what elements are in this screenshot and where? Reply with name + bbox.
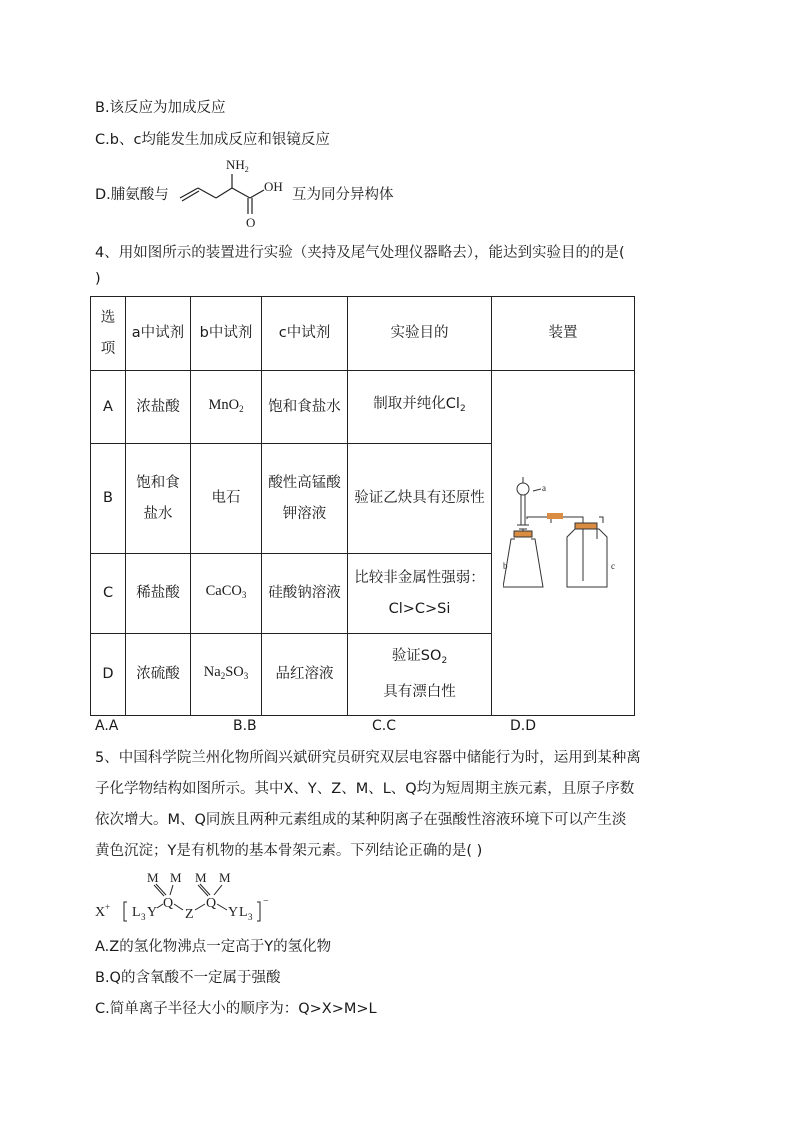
header-b: b中试剂 (191, 297, 262, 371)
q3-option-d-prefix: D.脯氨酸与 (95, 187, 169, 203)
svg-text:M: M (147, 870, 159, 885)
row-c-c: 硅酸钠溶液 (262, 554, 348, 634)
row-a-b: MnO$_2$ (191, 371, 262, 444)
row-c-b: CaCO$_3$ (191, 554, 262, 634)
q3-option-c: C.b、c均能发生加成反应和银镜反应 (95, 132, 330, 148)
q5-stem-line4: 黄色沉淀；Y是有机物的基本骨架元素。下列结论正确的是( ) (95, 843, 483, 859)
apparatus-diagram (503, 477, 623, 597)
row-a-option: A (91, 371, 126, 444)
q5-stem-line2: 子化学物结构如图所示。其中X、Y、Z、M、L、Q均为短周期主族元素，且原子序数 (95, 781, 635, 797)
table-row (91, 371, 635, 444)
q4-option-a: A.A (95, 718, 119, 734)
svg-text:+: + (105, 902, 111, 912)
q5-stem-line3: 依次增大。M、Q同族且两种元素组成的某种阴离子在强酸性溶液环境下可以产生淡 (95, 812, 627, 828)
label-c: c (611, 561, 615, 571)
q5-option-a: A.Z的氢化物沸点一定高于Y的氢化物 (95, 939, 332, 955)
label-b: b (503, 561, 508, 571)
header-option: 选项 (91, 297, 126, 371)
svg-text:M: M (170, 870, 182, 885)
row-d-purpose: 验证$SO_2$ 具有漂白性 (348, 634, 492, 716)
oh-label: OH (264, 179, 283, 194)
q4-option-d: D.D (510, 718, 537, 734)
row-b-c: 酸性高锰酸钾溶液 (262, 444, 348, 554)
header-c: c中试剂 (262, 297, 348, 371)
apparatus-cell (492, 371, 635, 716)
row-d-a: 浓硫酸 (126, 634, 191, 716)
row-d-b: $Na_2SO_3$ (191, 634, 262, 716)
svg-text:3: 3 (141, 912, 146, 922)
q5-stem-line1: 5、中国科学院兰州化物所阎兴斌研究员研究双层电容器中储能行为时，运用到某种离 (95, 750, 641, 766)
q3-option-b: B.该反应为加成反应 (95, 100, 226, 116)
row-b-option: B (91, 444, 126, 554)
q4-option-b: B.B (233, 718, 257, 734)
svg-text:Y: Y (228, 905, 239, 920)
svg-text:Q: Q (206, 896, 217, 911)
header-purpose: 实验目的 (348, 297, 492, 371)
row-c-purpose: 比较非金属性强弱：Cl>C>Si (348, 554, 492, 634)
row-b-b: 电石 (191, 444, 262, 554)
o-label: O (246, 215, 256, 230)
q4-option-c: C.C (372, 718, 397, 734)
svg-text:Q: Q (163, 896, 174, 911)
header-a: a中试剂 (126, 297, 191, 371)
svg-text:M: M (219, 870, 231, 885)
svg-text:L: L (239, 905, 248, 920)
structure-amino-acid (170, 150, 290, 232)
svg-text:Z: Z (185, 907, 194, 922)
row-d-option: D (91, 634, 126, 716)
q5-option-c: C.简单离子半径大小的顺序为：Q>X>M>L (95, 1001, 377, 1017)
svg-text:−: − (263, 896, 269, 907)
row-b-purpose: 验证乙炔具有还原性 (348, 444, 492, 554)
q4-stem-line2: ) (95, 271, 101, 287)
row-c-a: 稀盐酸 (126, 554, 191, 634)
svg-text:M: M (195, 870, 207, 885)
q5-option-b: B.Q的含氧酸不一定属于强酸 (95, 970, 281, 986)
row-c-option: C (91, 554, 126, 634)
nh2-label: $NH_2$ (226, 157, 249, 174)
svg-text:3: 3 (248, 912, 253, 922)
q5-structure-formula (95, 866, 285, 926)
svg-text:L: L (132, 905, 141, 920)
row-a-a: 浓盐酸 (126, 371, 191, 444)
table-header-row (91, 297, 635, 371)
svg-text:Y: Y (147, 905, 158, 920)
header-apparatus: 装置 (492, 297, 635, 371)
row-a-purpose: 制取并纯化$Cl_2$ (348, 371, 492, 444)
row-b-a: 饱和食盐水 (126, 444, 191, 554)
q4-table (90, 296, 635, 716)
svg-text:X: X (95, 905, 106, 920)
row-d-c: 品红溶液 (262, 634, 348, 716)
q3-option-d-suffix: 互为同分异构体 (292, 187, 394, 203)
row-a-c: 饱和食盐水 (262, 371, 348, 444)
q4-stem-line1: 4、用如图所示的装置进行实验（夹持及尾气处理仪器略去），能达到实验目的的是( (95, 245, 625, 261)
label-a: a (542, 483, 546, 493)
